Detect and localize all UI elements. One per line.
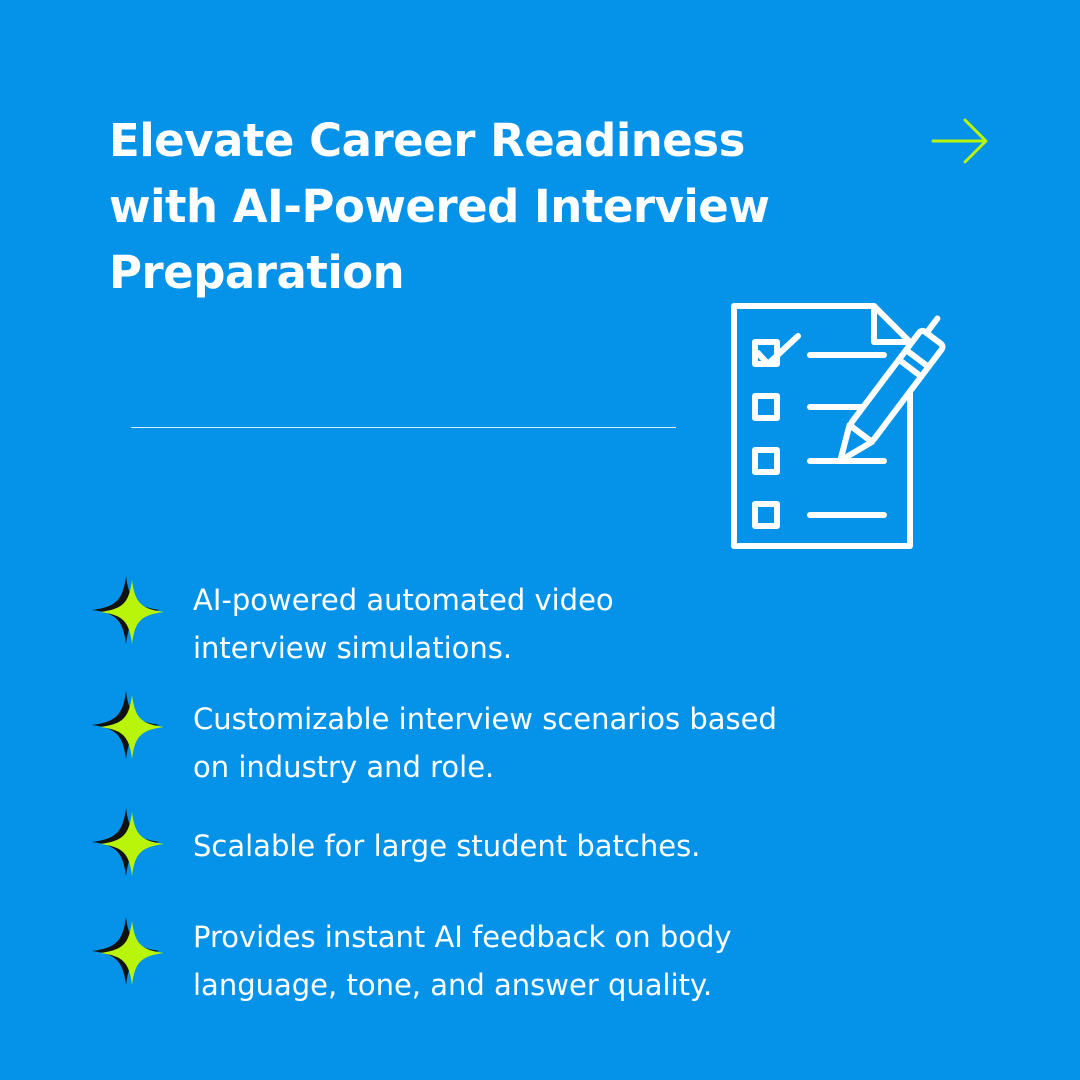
feature-text xyxy=(193,695,883,791)
feature-text xyxy=(193,822,883,870)
feature-line: Customizable interview scenarios based xyxy=(193,702,777,736)
sparkle-icon xyxy=(92,808,168,884)
sparkle-icon xyxy=(92,691,168,767)
sparkle-icon xyxy=(92,917,168,993)
feature-line: Scalable for large student batches. xyxy=(193,829,701,863)
feature-line: AI-powered automated video xyxy=(193,583,614,617)
feature-text xyxy=(193,913,883,1009)
sparkle-icon xyxy=(92,576,168,652)
feature-line: interview simulations. xyxy=(193,631,513,665)
title-line-2: with AI-Powered Interview xyxy=(109,180,770,233)
title-line-1: Elevate Career Readiness xyxy=(109,114,745,167)
title-line-3: Preparation xyxy=(109,246,405,299)
feature-line: on industry and role. xyxy=(193,750,495,784)
feature-line: Provides instant AI feedback on body xyxy=(193,920,732,954)
feature-text xyxy=(193,576,883,672)
feature-line: language, tone, and answer quality. xyxy=(193,968,713,1002)
